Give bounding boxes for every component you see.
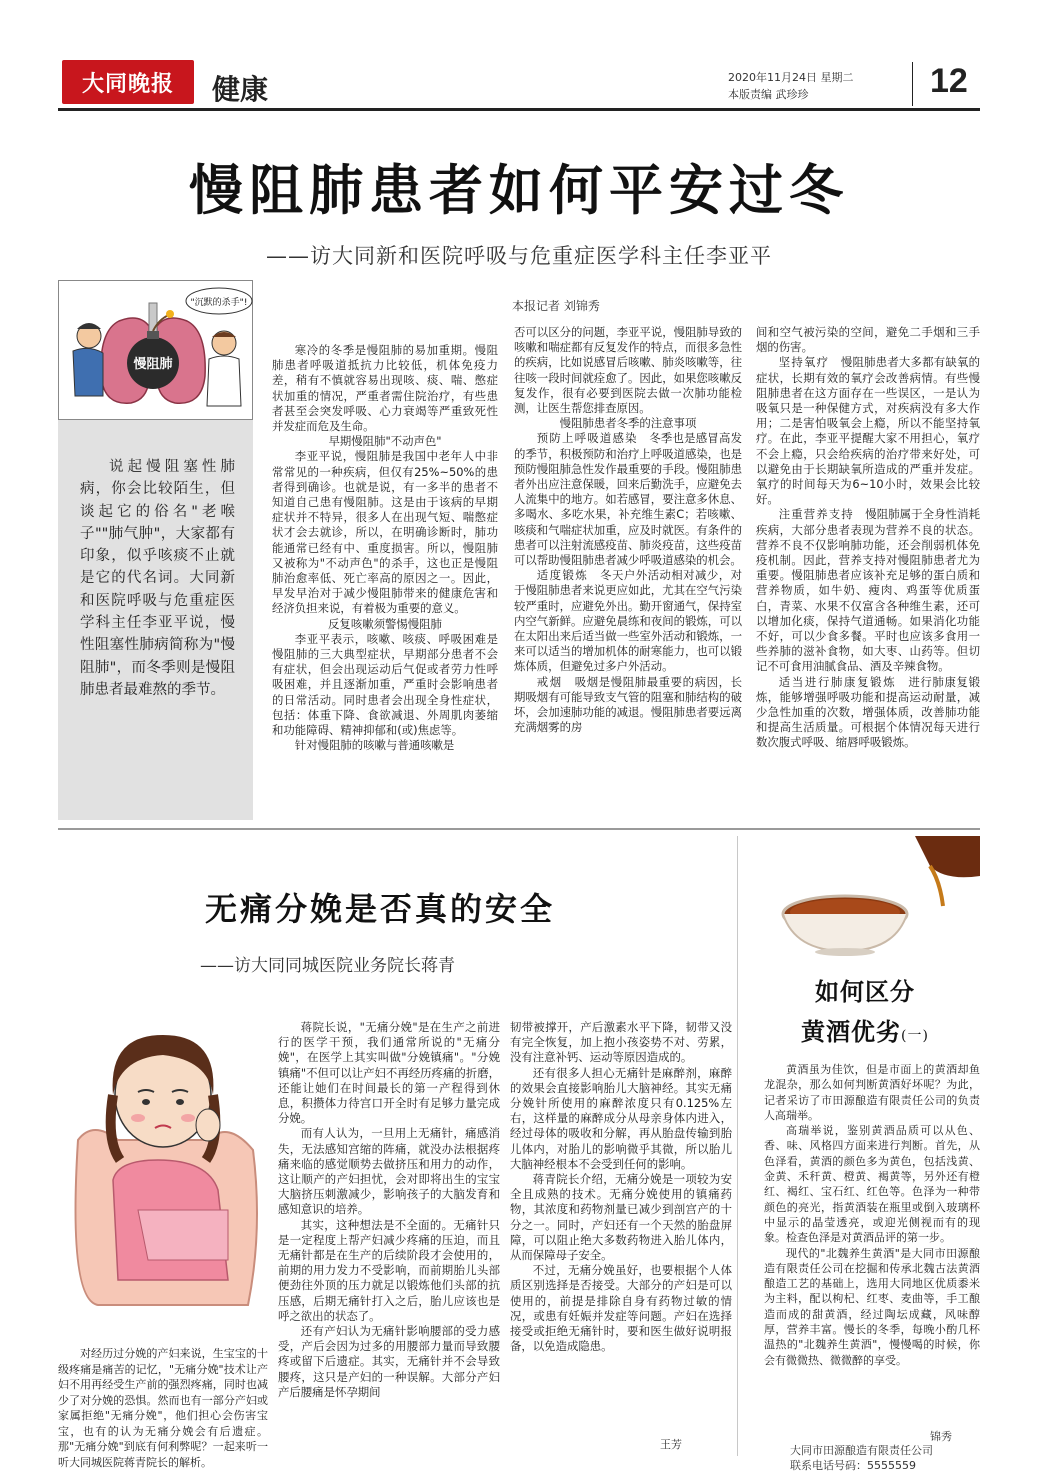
main-subheadline: ——访大同新和医院呼吸与危重症医学科主任李亚平 (266, 244, 772, 268)
paragraph: 对经历过分娩的产妇来说，生宝宝的十级疼痛是痛苦的记忆，"无痛分娩"技术让产妇不用再经受生产前的强烈疼痛，同时也减少了对分娩的恐惧。然而也有一部分产妇或家属拒绝"无痛分娩"，他们担心会伤害宝宝，也有的认为无痛分娩会有后遗症。那"无痛分娩"到底有何利弊呢？一起来听一听大同城医院蒋青院长的解析。 (58, 1347, 268, 1469)
copd-illustration (58, 280, 253, 420)
paragraph: 针对慢阻肺的咳嗽与普通咳嗽是 (294, 738, 455, 753)
paragraph-lead: 适当进行肺康复锻炼 (778, 674, 897, 689)
main-column-3 (756, 325, 980, 815)
paragraph: 现代的"北魏养生黄酒"是大同市田源酿造有限责任公司在挖掘和传承北魏古法黄酒酿造工艺的基础上，选用大同地区优质黍米为主料，配以枸杞、红枣、麦曲等，手工酿造而成的甜黄酒，经过陶坛成藏，风味醇厚，营养丰富。慢长的冬季，每晚小酌几杯温热的"北魏养生黄酒"，慢慢喝的时候，你会有微微热、微微醉的享受。 (764, 1246, 980, 1367)
paragraph: 适当进行肺康复锻炼 进行肺康复锻炼，能够增强呼吸功能和提高运动耐量，减少急性加重的次数，增强体质，改善肺功能和提高生活质量。可根据个体情况每天进行数次腹式呼吸、缩唇呼吸锻炼。 (756, 674, 980, 750)
page-editor: 本版责编 武珍珍 (728, 88, 809, 101)
section-name: 健康 (212, 73, 269, 106)
paragraph: 李亚平表示，咳嗽、咳痰、呼吸困难是慢阻肺的三大典型症状，早期部分患者不会有症状，但会出现运动后气促或者劳力性呼吸困难，并且逐渐加重，严重时会影响患者的日常活动。同时患者会出现全身性症状，包括：体重下降、食欲减退、外周肌肉萎缩和功能障碍、精神抑郁和(或)焦虑等。 (272, 631, 498, 738)
illustration-label: 慢阻肺 (133, 357, 173, 372)
paragraph: 寒冷的冬季是慢阻肺的易加重期。慢阻肺患者呼吸道抵抗力比较低，机体免疫力差，稍有不慎就容易出现咳、痰、喘、憋症状加重的情况，严重者需住院治疗，有些患者甚至会突发呼吸、心力衰竭等严重致死性并发症而危及生命。 (272, 343, 498, 434)
lower-column-2 (510, 1020, 732, 1430)
paragraph: 坚持氧疗 慢阻肺患者大多都有缺氧的症状，长期有效的氧疗会改善病情。有些慢阻肺患者在这方面存在一些误区，一是认为吸氧只是一种保健方式，对疾病没有多大作用；二是害怕吸氧会上瘾，所以不能坚持氧疗。在此，李亚平提醒大家不用担心，氧疗不会上瘾，只会给疾病的治疗带来好处，可以避免由于长期缺氧所造成的严重并发症。氧疗的时间每天为6~10小时，效果会比较好。 (756, 355, 980, 507)
paragraph: 间和空气被污染的空间，避免二手烟和三手烟的伤害。 (756, 325, 980, 355)
lower-subheadline: ——访大同同城医院业务院长蒋青 (200, 956, 455, 976)
paragraph: 高瑞举说，鉴别黄酒品质可以从色、香、味、风格四方面来进行判断。首先，从色泽看，黄酒的颜色多为黄色，包括浅黄、金黄、禾秆黄、橙黄、褐黄等，另外还有橙红、褐红、宝石红、红色等。色泽为一种带颜色的亮光，指黄酒装在瓶里或倒入玻璃杯中显示的晶莹透亮，或迎光侧视而有的现象。检查色泽是对黄酒品评的第一步。 (764, 1124, 980, 1245)
paragraph: 其实，这种想法是不全面的。无痛针只是一定程度上帮产妇减少疼痛的压迫，而且无痛针都是在生产的后续阶段才会使用的，前期的用力发力不受影响，而前期胎儿头部便劲往外顶的压力就足以锻炼他们头部的抗压感，后期无痛针打入之后，胎儿应该也是呼之欲出的状态了。 (278, 1217, 500, 1323)
paragraph: 而有人认为，一旦用上无痛针，痛感消失，无法感知宫缩的阵痛，就没办法根据疼痛来临的感觉顺势去做挤压和用力的动作，这让顺产的产妇担忧，会对即将出生的宝宝大脑挤压刺激减少，影响孩子的大脑发育和感知意识的培养。 (278, 1126, 500, 1217)
intro-box (58, 420, 253, 820)
subheading: 早期慢阻肺"不动声色" (328, 434, 442, 449)
header-rule (58, 108, 980, 111)
issue-date: 2020年11月24日 星期二 (728, 71, 854, 84)
subheading: 反复咳嗽须警惕慢阻肺 (328, 616, 442, 631)
main-byline: 本报记者 刘锦秀 (512, 299, 600, 313)
sidebar-phone: 联系电话号码：5555559 (790, 1459, 916, 1472)
paragraph-lead: 预防上呼吸道感染 (536, 431, 638, 446)
page-number: 12 (930, 62, 968, 100)
newspaper-logo (62, 60, 194, 104)
paragraph: 不过，无痛分娩虽好，也要根据个人体质区别选择是否接受。大部分的产妇是可以使用的，前提是排除自身有药物过敏的情况，或患有妊娠并发症等问题。产妇在选择接受或拒绝无痛针时，要和医生做好说明报备，以免造成隐患。 (510, 1263, 732, 1354)
paragraph: 预防上呼吸道感染 冬季也是感冒高发的季节，积极预防和治疗上呼吸道感染，也是预防慢阻肺急性发作最重要的手段。慢阻肺患者外出应注意保暖，回来后勤洗手，应避免去人流集中的地方。如若感冒，要注意多休息、多喝水、多吃水果，补充维生素C；若咳嗽、咳痰和气喘症状加重，应及时就医。有条件的患者可以注射流感疫苗、肺炎疫苗，这些疫苗可以帮助慢阻肺患者减少呼吸道感染的机会。 (514, 431, 742, 568)
main-column-1 (272, 343, 498, 815)
column-divider (737, 836, 738, 1456)
lower-intro (58, 1346, 268, 1469)
subheading: 慢阻肺患者冬季的注意事项 (559, 416, 697, 431)
paragraph-lead: 适度锻炼 (536, 568, 589, 583)
sidebar-column (764, 1062, 980, 1428)
paragraph-lead: 注重营养支持 (778, 507, 854, 522)
paragraph: 蒋青院长介绍，无痛分娩是一项较为安全且成熟的技术。无痛分娩使用的镇痛药物，其浓度和药物剂量已减少到剖宫产的十分之一。同时，产妇还有一个天然的胎盘屏障，可以阻止绝大多数药物进入胎儿体内，从而保障母子安全。 (510, 1172, 732, 1263)
main-column-2 (514, 325, 742, 815)
bubble-text: "沉默的杀手"! (190, 298, 248, 308)
lower-byline: 王芳 (660, 1438, 682, 1451)
paragraph: 韧带被撑开，产后激素水平下降，韧带又没有完全恢复，加上抱小孩姿势不对、劳累，没有注意补钙、运动等原因造成的。 (510, 1020, 732, 1065)
sidebar-title-suffix: (一) (901, 1028, 929, 1044)
paragraph: 适度锻炼 冬天户外活动相对减少，对于慢阻肺患者来说更应如此，尤其在空气污染较严重时，应避免外出。勤开窗通气，保持室内空气新鲜。应避免晨练和夜间的锻炼，可以在太阳出来后适当做一些室外活动和锻炼，一来可以适当的增加机体的耐寒能力，也可以锻炼体质，但避免过多户外活动。 (514, 568, 742, 674)
sidebar-title-line1: 如何区分 (815, 977, 915, 1006)
paragraph: 戒烟 吸烟是慢阻肺最重要的病因，长期吸烟有可能导致支气管的阻塞和肺结构的破坏，会加速肺功能的减退。慢阻肺患者要远离充满烟雾的房 (514, 674, 742, 735)
woman-illustration (58, 1010, 268, 1310)
header-divider (912, 62, 913, 106)
sidebar-title-line2: 黄酒优劣(一) (801, 1017, 929, 1046)
sidebar-author: 锦秀 (930, 1430, 952, 1443)
paragraph: 还有很多人担心无痛针是麻醉剂，麻醉的效果会直接影响胎儿大脑神经。其实无痛分娩针所使用的麻醉浓度只有0.125%左右，这样量的麻醉成分从母亲身体内进入，经过母体的吸收和分解，再从胎盘传输到胎儿体内，对胎儿的影响微乎其微，所以胎儿大脑神经根本不会受到任何的影响。 (510, 1065, 732, 1171)
paragraph: 李亚平说，慢阻肺是我国中老年人中非常常见的一种疾病，但仅有25%~50%的患者得到确诊。也就是说，有一多半的患者不知道自己患有慢阻肺。这是由于该病的早期症状并不特异，很多人在出现气短、喘憋症状才会去就诊，所以，在明确诊断时，肺功能通常已经有中、重度损害。所以，慢阻肺又被称为"不动声色"的杀手，这也正是慢阻肺治愈率低、死亡率高的原因之一。因此，早发早治对于减少慢阻肺带来的健康危害和经济负担来说，有着极为重要的意义。 (272, 449, 498, 616)
paragraph: 黄酒虽为佳饮，但是市面上的黄酒却鱼龙混杂，那么如何判断黄酒好坏呢？为此，记者采访了市田源酿造有限责任公司的负责人高瑞举。 (764, 1063, 980, 1122)
paragraph: 注重营养支持 慢阻肺属于全身性消耗疾病，大部分患者表现为营养不良的状态。营养不良不仅影响肺功能，还会削弱机体免疫机制。因此，营养支持对慢阻肺患者尤为重要。慢阻肺患者应该补充足够的蛋白质和营养物质，如牛奶、瘦肉、鸡蛋等优质蛋白，青菜、水果不仅富含各种维生素，还可以增加化痰，保持气道通畅。如果消化功能不好，可以少食多餐。平时也应该多食用一些养肺的滋补食物，如大枣、山药等。但切记不可食用油腻食品、酒及辛辣食物。 (756, 507, 980, 674)
sidebar-company: 大同市田源酿造有限责任公司 (790, 1444, 933, 1457)
huangjiu-photo (765, 836, 980, 956)
paragraph-lead: 戒烟 (536, 674, 563, 689)
intro-text: 说起慢阻塞性肺病，你会比较陌生，但谈起它的俗名"老喉子""肺气肿"，大家都有印象，似乎咳痰不止就是它的代名词。大同新和医院呼吸与危重症医学科主任李亚平说，慢性阻塞性肺病简称为"慢阻肺"，而冬季则是慢阻肺患者最难熬的季节。 (80, 459, 235, 698)
paragraph: 否可以区分的问题，李亚平说，慢阻肺导致的咳嗽和喘症都有反复发作的特点，而很多急性的疾病，比如说感冒后咳嗽、肺炎咳嗽等，往往咳一段时间就痊愈了。因此，如果您咳嗽反复发作，很有必要到医院去做一次肺功能检测，让医生帮您排查原因。 (514, 325, 742, 416)
logo-text: 大同晚报 (81, 70, 174, 97)
paragraph: 蒋院长说，"无痛分娩"是在生产之前进行的医学干预，我们通常所说的"无痛分娩"，在医学上其实叫做"分娩镇痛"。"分娩镇痛"不但可以让产妇不再经历疼痛的折磨，还能让她们在时间最长的第一产程得到休息，积攒体力待宫口开全时有足够力量完成分娩。 (278, 1020, 500, 1126)
paragraph-lead: 坚持氧疗 (778, 355, 830, 370)
lower-headline: 无痛分娩是否真的安全 (204, 890, 555, 928)
paragraph: 还有产妇认为无痛针影响腰部的受力感受，产后会因为过多的用腰部力量而导致腰疼或留下后遗症。其实，无痛针并不会导致腰疼，这只是产妇的一种误解。大部分产妇产后腰痛是怀孕期间 (278, 1324, 500, 1399)
section-divider (58, 828, 980, 830)
lower-column-1 (278, 1020, 500, 1450)
main-headline: 慢阻肺患者如何平安过冬 (189, 158, 849, 222)
